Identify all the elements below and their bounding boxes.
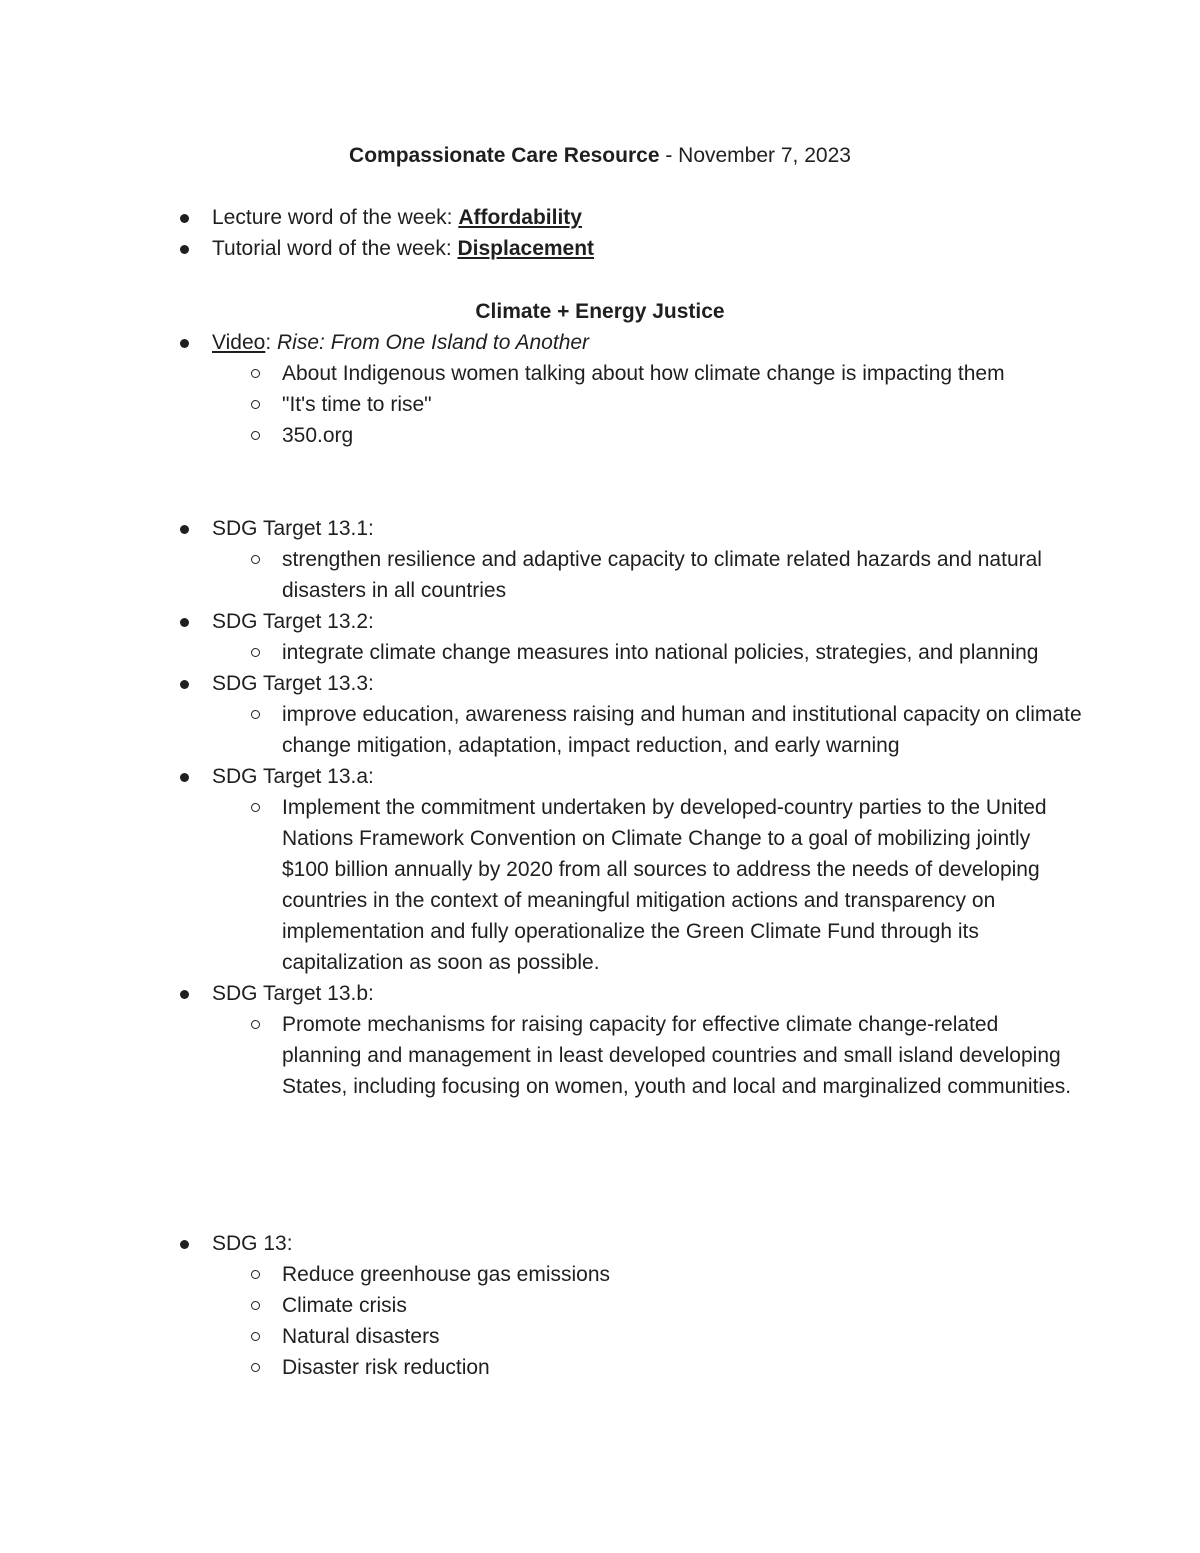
sdg13-subitem: Reduce greenhouse gas emissions <box>282 1259 1082 1290</box>
video-notes <box>212 358 1082 451</box>
sdg13-item <box>212 1228 1082 1383</box>
sdg-target-item <box>212 606 1082 668</box>
video-list <box>212 327 1082 451</box>
tutorial-word-label: Tutorial word of the week: <box>212 237 458 260</box>
sdg-target-label: SDG Target 13.b: <box>212 982 374 1005</box>
lecture-word-item <box>212 202 1082 233</box>
sdg13-subitem: Natural disasters <box>282 1321 1082 1352</box>
video-note: About Indigenous women talking about how climate change is impacting them <box>282 358 1082 389</box>
sdg-target-details <box>212 544 1082 606</box>
tutorial-word: Displacement <box>457 237 595 260</box>
tutorial-word-item <box>212 233 1082 264</box>
title-date: - November 7, 2023 <box>659 144 851 167</box>
sdg-targets-list <box>212 513 1082 1102</box>
sdg-target-item <box>212 668 1082 761</box>
sdg-target-text: strengthen resilience and adaptive capacity to climate related hazards and natural disasters in all countries <box>282 544 1082 606</box>
section-heading: Climate + Energy Justice <box>475 300 725 323</box>
sdg-target-item <box>212 978 1082 1102</box>
sdg-target-label: SDG Target 13.1: <box>212 517 374 540</box>
video-note: 350.org <box>282 420 1082 451</box>
sdg-target-details <box>212 792 1082 978</box>
sdg13-list <box>212 1228 1082 1383</box>
words-of-week-list <box>212 202 1082 264</box>
sdg-target-text: Promote mechanisms for raising capacity for effective climate change-related planning and management in least developed countries and small island developing States, including focusing on women, youth and local and marginalized communities. <box>282 1009 1082 1102</box>
sdg-target-item <box>212 513 1082 606</box>
sdg-target-text: improve education, awareness raising and human and institutional capacity on climate change mitigation, adaptation, impact reduction, and early warning <box>282 699 1082 761</box>
sdg-target-details <box>212 1009 1082 1102</box>
title-main: Compassionate Care Resource <box>349 144 660 167</box>
sdg13-subitem: Climate crisis <box>282 1290 1082 1321</box>
sdg-target-text: integrate climate change measures into national policies, strategies, and planning <box>282 637 1082 668</box>
sdg-target-label: SDG Target 13.a: <box>212 765 374 788</box>
sdg13-subitem: Disaster risk reduction <box>282 1352 1082 1383</box>
video-sep: : <box>265 331 278 354</box>
sdg-target-label: SDG Target 13.3: <box>212 672 374 695</box>
sdg13-label: SDG 13: <box>212 1232 293 1255</box>
sdg13-subitems <box>212 1259 1082 1383</box>
sdg-target-details <box>212 699 1082 761</box>
video-note: "It's time to rise" <box>282 389 1082 420</box>
video-link[interactable]: Video <box>212 331 266 354</box>
lecture-word-label: Lecture word of the week: <box>212 206 459 229</box>
sdg-target-label: SDG Target 13.2: <box>212 610 374 633</box>
video-title: Rise: From One Island to Another <box>277 331 590 354</box>
sdg-target-details <box>212 637 1082 668</box>
page-title <box>0 140 1200 171</box>
sdg-target-item <box>212 761 1082 978</box>
sdg-target-text: Implement the commitment undertaken by developed-country parties to the United Nations Framework Convention on Climate Change to a goal of mobilizing jointly $100 billion annually by 2020 from all sources to address the needs of developing countries in the context of meaningful mitigation actions and transparency on implementation and fully operationalize the Green Climate Fund through its capitalization as soon as possible. <box>282 792 1082 978</box>
lecture-word: Affordability <box>458 206 582 229</box>
video-item <box>212 327 1082 451</box>
